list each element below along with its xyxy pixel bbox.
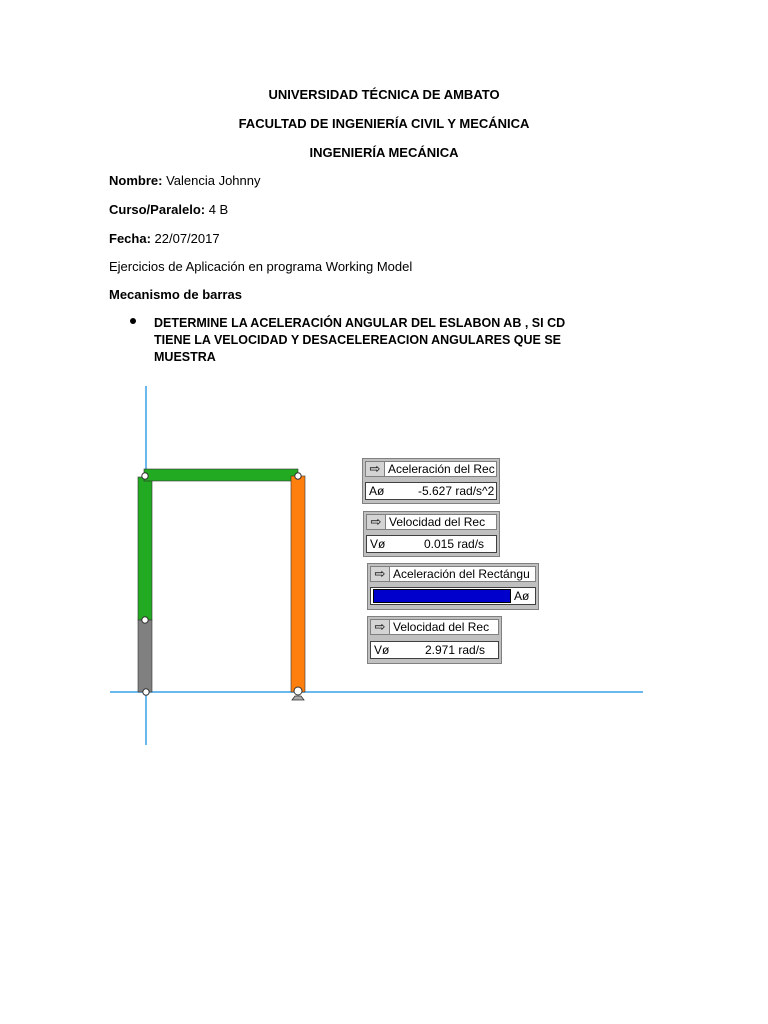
- joint-top-right: [295, 473, 301, 479]
- meter-title: Aceleración del Rec: [385, 461, 497, 477]
- link-green-vertical: [138, 477, 152, 620]
- course-value: 4 B: [205, 202, 229, 217]
- meter-title: Aceleración del Rectángu: [390, 566, 536, 582]
- pin-support-icon: [292, 696, 304, 700]
- meter-acceleration-bar[interactable]: [367, 563, 539, 610]
- arrow-right-icon[interactable]: ⇨: [365, 461, 385, 477]
- career-title: INGENIERÍA MECÁNICA: [309, 145, 459, 160]
- link-green-horizontal: [144, 469, 298, 481]
- meter-acceleration-1[interactable]: [362, 458, 500, 504]
- meter-value-box: [370, 641, 499, 659]
- name-value: Valencia Johnny: [162, 173, 261, 188]
- date-label: Fecha:: [109, 231, 151, 246]
- meter-title: Velocidad del Rec: [386, 514, 497, 530]
- link-gray-vertical: [138, 620, 152, 692]
- meter-symbol: Aø: [514, 589, 530, 603]
- joint-top-left: [142, 473, 148, 479]
- meter-symbol: Aø: [369, 484, 385, 498]
- exercise-line: Ejercicios de Aplicación en programa Working Model: [109, 259, 413, 274]
- course-label: Curso/Paralelo:: [109, 202, 206, 217]
- problem-statement: DETERMINE LA ACELERACIÓN ANGULAR DEL ESLABON AB , SI CD TIENE LA VELOCIDAD Y DESACELEREACION ANGULARES QUE SE MUESTRA: [154, 316, 566, 364]
- meter-value-box: [365, 482, 497, 500]
- arrow-right-icon[interactable]: ⇨: [370, 619, 390, 635]
- meter-value: -5.627 rad/s^2: [418, 484, 495, 498]
- joint-bottom-left: [143, 689, 149, 695]
- name-label: Nombre:: [109, 173, 163, 188]
- arrow-right-icon[interactable]: ⇨: [370, 566, 390, 582]
- meter-value-box: [370, 587, 536, 605]
- meter-value-box: [366, 535, 497, 553]
- meter-symbol: Vø: [374, 643, 390, 657]
- meter-symbol: Vø: [370, 537, 386, 551]
- meter-title: Velocidad del Rec: [390, 619, 499, 635]
- meter-level-bar: [373, 589, 511, 603]
- faculty-title: FACULTAD DE INGENIERÍA CIVIL Y MECÁNICA: [238, 116, 530, 131]
- joint-bottom-right: [294, 687, 302, 695]
- meter-velocity-1[interactable]: [363, 511, 500, 557]
- arrow-right-icon[interactable]: ⇨: [366, 514, 386, 530]
- link-orange-vertical: [291, 476, 305, 692]
- university-title: UNIVERSIDAD TÉCNICA DE AMBATO: [268, 87, 500, 102]
- meter-velocity-2[interactable]: [367, 616, 502, 664]
- date-value: 22/07/2017: [150, 231, 220, 246]
- meter-value: 0.015 rad/s: [424, 537, 485, 551]
- meter-value: 2.971 rad/s: [425, 643, 486, 657]
- mechanism-title: Mecanismo de barras: [109, 287, 242, 302]
- joint-mid-left: [142, 617, 148, 623]
